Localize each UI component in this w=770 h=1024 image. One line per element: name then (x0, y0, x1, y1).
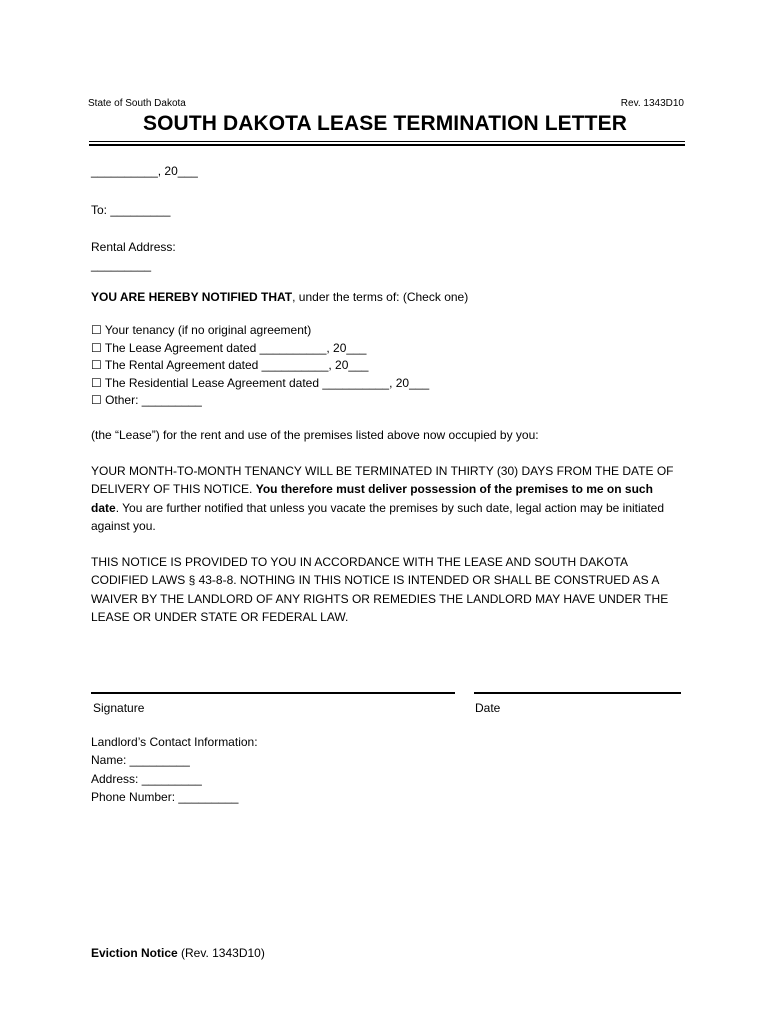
option-lease-agreement[interactable]: ☐ The Lease Agreement dated __________, 20___ (91, 341, 367, 355)
termination-bold: You therefore must deliver possession of the premises to me on such date (91, 482, 653, 515)
contact-name: Name: _________ (91, 753, 190, 767)
signature-line (91, 692, 455, 694)
date-label: Date (475, 701, 501, 715)
contact-phone: Phone Number: _________ (91, 790, 239, 804)
option-other[interactable]: ☐ Other: _________ (91, 393, 202, 407)
state-label: State of South Dakota (88, 98, 186, 109)
option-rental-agreement[interactable]: ☐ The Rental Agreement dated __________, 20___ (91, 358, 369, 372)
termination-part2: . You are further notified that unless you vacate the premises by such date, legal action may be initiated against you. (91, 500, 665, 533)
accordance-paragraph: THIS NOTICE IS PROVIDED TO YOU IN ACCORDANCE WITH THE LEASE AND SOUTH DAKOTA CODIFIED LAWS § 43-8-8. NOTHING IN THIS NOTICE IS INTENDED OR SHALL BE CONSTRUED AS A WAIVER BY THE LANDLORD OF ANY RIGHTS OR REMEDIES THE LANDLORD MAY HAVE UNDER THE LEASE OR UNDER STATE OR FEDERAL LAW. (91, 555, 669, 624)
termination-part1: YOUR MONTH-TO-MONTH TENANCY WILL BE TERMINATED IN THIRTY (30) DAYS FROM THE DATE OF DELIVERY OF THIS NOTICE. (91, 464, 674, 497)
footer (91, 944, 265, 962)
revision-label: Rev. 1343D10 (620, 98, 684, 109)
footer-bold: Eviction Notice (91, 946, 178, 960)
rental-address-blank: _________ (91, 258, 152, 272)
notice-line (91, 288, 468, 306)
termination-paragraph (91, 462, 681, 535)
notice-rest: , under the terms of: (Check one) (292, 290, 469, 304)
footer-rest: (Rev. 1343D10) (177, 946, 265, 960)
lease-line: (the “Lease”) for the rent and use of the premises listed above now occupied by you: (91, 428, 539, 442)
signature-label: Signature (93, 701, 145, 715)
rental-address-label: Rental Address: (91, 240, 176, 254)
title-rule-top (89, 141, 685, 142)
title-rule-bottom (89, 144, 685, 146)
date-line: __________, 20___ (91, 164, 198, 178)
contact-heading: Landlord’s Contact Information: (91, 735, 258, 749)
document-title: SOUTH DAKOTA LEASE TERMINATION LETTER (143, 112, 627, 135)
option-tenancy[interactable]: ☐ Your tenancy (if no original agreement) (91, 323, 312, 337)
notice-bold: YOU ARE HEREBY NOTIFIED THAT (91, 290, 293, 304)
option-residential-lease[interactable]: ☐ The Residential Lease Agreement dated __________, 20___ (91, 376, 430, 390)
contact-address: Address: _________ (91, 772, 202, 786)
to-line: To: _________ (91, 203, 171, 217)
date-line-rule (474, 692, 681, 694)
